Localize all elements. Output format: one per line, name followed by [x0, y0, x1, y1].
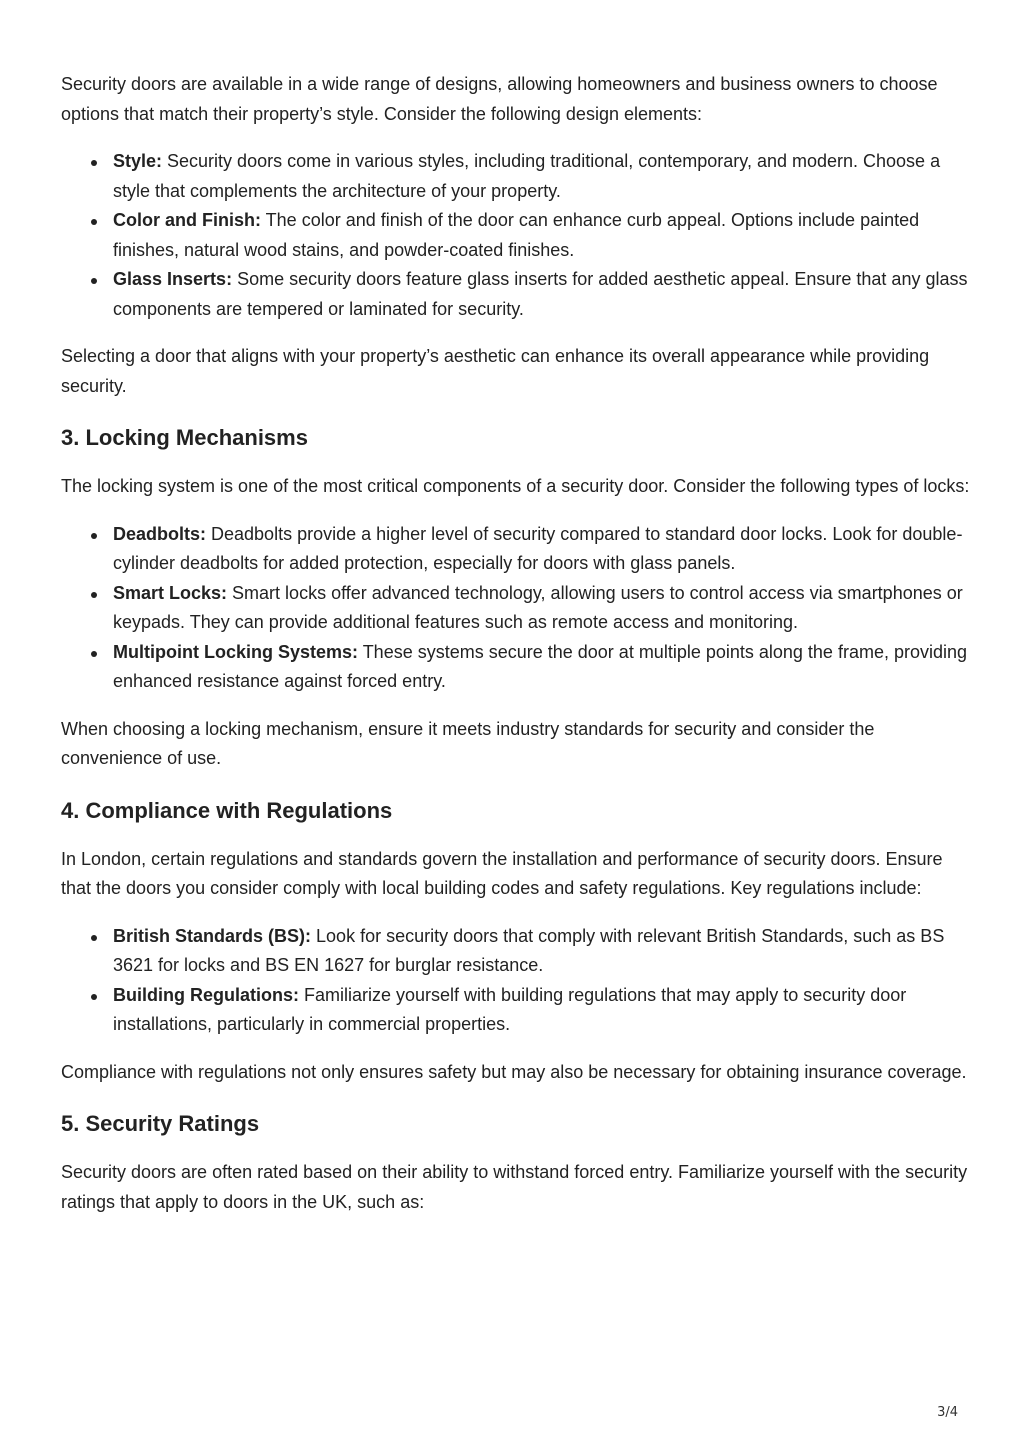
- ratings-intro-paragraph: Security doors are often rated based on their ability to withstand forced entry. Familiarize yourself with the security ratings that apply to doors in the UK, such as:: [61, 1162, 968, 1212]
- list-item-text: Smart locks offer advanced technology, allowing users to control access via smartphones or keypads. They can provide additional features such as remote access and monitoring.: [113, 582, 963, 632]
- list-item-term: Glass Inserts:: [113, 269, 233, 289]
- design-summary-paragraph: Selecting a door that aligns with your property’s aesthetic can enhance its overall appearance while providing security.: [61, 346, 930, 396]
- compliance-summary-paragraph: Compliance with regulations not only ensures safety but may also be necessary for obtaining insurance coverage.: [61, 1061, 967, 1082]
- list-item: [61, 981, 971, 1040]
- list-item: [61, 206, 971, 265]
- locking-intro-paragraph: The locking system is one of the most critical components of a security door. Consider the following types of locks:: [61, 476, 970, 496]
- list-item-term: Style:: [113, 151, 163, 171]
- compliance-intro-paragraph: In London, certain regulations and standards govern the installation and performance of security doors. Ensure that the doors you consider comply with local building codes and safety regulations. Key regulations include:: [61, 848, 943, 898]
- list-item: [61, 638, 971, 697]
- page-number: 3/4: [937, 1405, 958, 1420]
- section-heading-locking-mechanisms: 3. Locking Mechanisms: [61, 425, 308, 450]
- locking-types-list: [61, 520, 971, 697]
- list-item: [61, 520, 971, 579]
- list-item: [61, 579, 971, 638]
- design-elements-list: [61, 147, 971, 324]
- list-item: [61, 147, 971, 206]
- document-body: [61, 70, 971, 1217]
- list-item-term: Deadbolts:: [113, 523, 207, 544]
- list-item: [61, 922, 971, 981]
- list-item-term: Color and Finish:: [113, 210, 261, 230]
- list-item-term: Multipoint Locking Systems:: [113, 641, 359, 662]
- list-item-text: Look for security doors that comply with relevant British Standards, such as BS 3621 for locks and BS EN 1627 for burglar resistance.: [113, 925, 945, 975]
- list-item-text: Security doors come in various styles, including traditional, contemporary, and modern. Choose a style that complements the architecture of your property.: [113, 151, 941, 201]
- list-item-text: Familiarize yourself with building regulations that may apply to security door installations, particularly in commercial properties.: [113, 984, 907, 1034]
- intro-paragraph: Security doors are available in a wide range of designs, allowing homeowners and business owners to choose options that match their property’s style. Consider the following design elements:: [61, 74, 938, 124]
- list-item-term: Building Regulations:: [113, 984, 299, 1005]
- list-item-term: Smart Locks:: [113, 582, 228, 603]
- list-item-text: The color and finish of the door can enhance curb appeal. Options include painted finishes, natural wood stains, and powder-coated finishes.: [113, 210, 920, 260]
- list-item-text: These systems secure the door at multiple points along the frame, providing enhanced resistance against forced entry.: [113, 641, 968, 691]
- section-heading-compliance: 4. Compliance with Regulations: [61, 797, 393, 823]
- list-item-text: Some security doors feature glass inserts for added aesthetic appeal. Ensure that any glass components are tempered or laminated for security.: [113, 269, 968, 319]
- regulations-list: [61, 922, 971, 1040]
- section-heading-security-ratings: 5. Security Ratings: [61, 1111, 260, 1136]
- list-item-term: British Standards (BS):: [113, 925, 312, 946]
- list-item: [61, 265, 971, 324]
- list-item-text: Deadbolts provide a higher level of security compared to standard door locks. Look for double-cylinder deadbolts for added protection, especially for doors with glass panels.: [113, 523, 963, 573]
- locking-summary-paragraph: When choosing a locking mechanism, ensure it meets industry standards for security and consider the convenience of use.: [61, 718, 875, 768]
